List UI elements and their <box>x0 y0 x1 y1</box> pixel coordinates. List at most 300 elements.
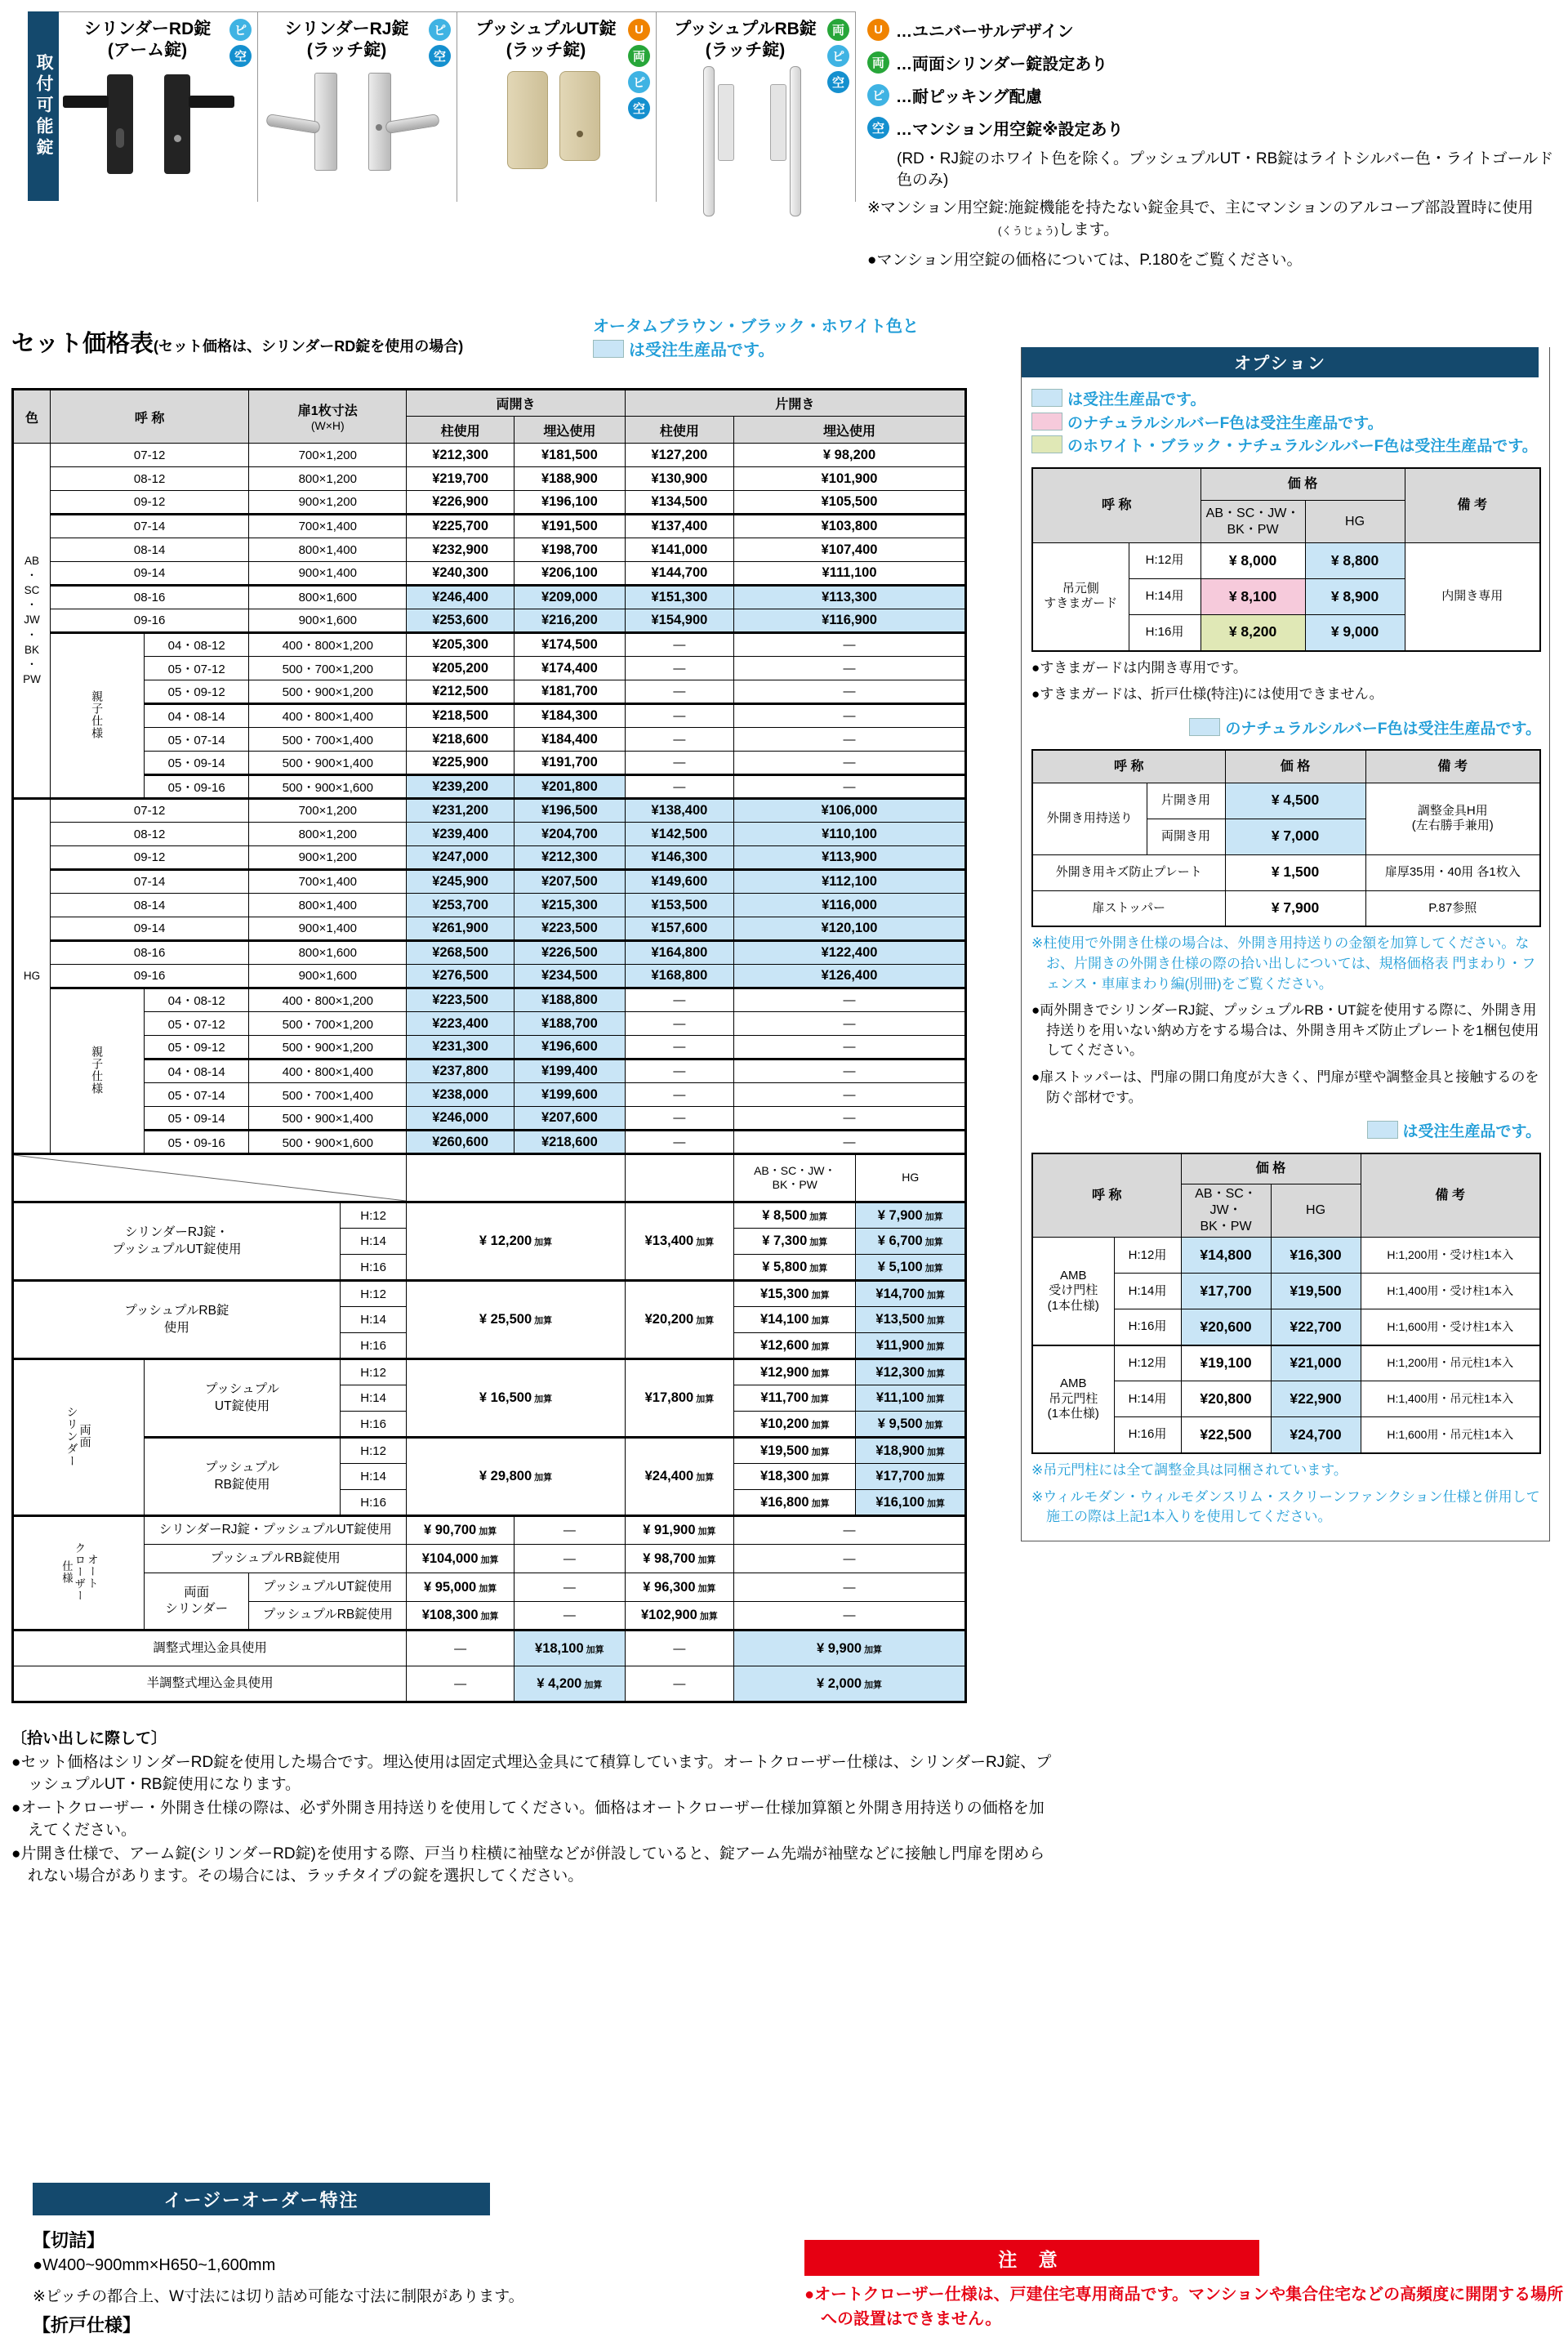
height-cell: H:16 <box>340 1333 406 1359</box>
price-cell: ¥10,200 加算 <box>734 1412 856 1438</box>
col-header-embed: 埋込使用 <box>734 417 966 444</box>
empty-price-cell: — <box>734 1060 966 1083</box>
price-cell: ¥16,800 加算 <box>734 1490 856 1516</box>
ku-badge-icon: 空 <box>229 45 252 67</box>
price-cell: ¥188,800 <box>514 988 625 1012</box>
price-cell: ¥24,700 <box>1271 1417 1361 1453</box>
u-badge-icon: U <box>628 19 650 41</box>
model-cell: 05・07-14 <box>145 1083 249 1107</box>
price-cell: ¥146,300 <box>625 846 733 870</box>
price-cell: ¥ 6,700 加算 <box>856 1229 966 1255</box>
adjust-row <box>13 1631 966 1666</box>
empty-price-cell: — <box>734 728 966 752</box>
price-cell: ¥24,400 加算 <box>625 1438 733 1516</box>
price-row <box>13 538 966 562</box>
lock-badges <box>429 19 451 67</box>
green-swatch-icon <box>1031 435 1062 453</box>
note-line: ※吊元門柱には全て調整金具は同梱されています。 <box>1031 1461 1348 1478</box>
note-line: ※ウィルモダン・ウィルモダンスリム・スクリーンファンクション仕様と併用して施工の際は上記1本入りを使用してください。 <box>1031 1488 1540 1525</box>
page-title-paren: (セット価格は、シリンダーRD錠を使用の場合) <box>154 338 464 355</box>
price-cell: ¥ 16,500 加算 <box>407 1359 625 1438</box>
size-cell: 900×1,400 <box>249 562 407 586</box>
price-cell: ¥157,600 <box>625 917 733 941</box>
price-cell: ¥12,300 加算 <box>856 1359 966 1385</box>
legend-line: のホワイト・ブラック・ナチュラルシルバーF色は受注生産品です。 <box>1031 435 1541 459</box>
price-row <box>13 586 966 609</box>
type-cell: 片開き用 <box>1147 783 1225 819</box>
lock-type-cell: プッシュプルUT錠使用 <box>249 1573 407 1602</box>
price-cell: ¥ 7,900 <box>1225 890 1365 926</box>
empty-price-cell: — <box>625 988 733 1012</box>
price-cell: ¥188,700 <box>514 1012 625 1036</box>
cylinder-rj-lock-image <box>272 66 443 189</box>
price-cell: ¥196,600 <box>514 1036 625 1060</box>
double-cylinder-sublabel: 両面 シリンダー <box>145 1573 249 1631</box>
note-line: ●すきまガードは、折戸仕様(特注)には使用できません。 <box>1031 686 1383 703</box>
price-cell: ¥ 7,000 <box>1225 819 1365 854</box>
price-cell: ¥ 7,300 加算 <box>734 1229 856 1255</box>
empty-price-cell: — <box>625 1036 733 1060</box>
empty-price-cell: — <box>514 1573 625 1602</box>
easy-order-banner: イージーオーダー特注 <box>33 2183 490 2215</box>
lock-badges <box>628 19 650 119</box>
kiritsume-title: 【切詰】 <box>33 2230 105 2251</box>
caution-text: ●オートクローザー仕様は、戸建住宅専用商品です。マンションや集合住宅などの高頻度に開閉する場所への設置はできません。 <box>804 2286 1564 2328</box>
table-header-row <box>13 390 966 417</box>
price-cell: ¥ 25,500 加算 <box>407 1281 625 1359</box>
note-line: ●すきまガードは内開き専用です。 <box>1031 659 1247 676</box>
lock-product-cell <box>657 12 856 202</box>
empty-price-cell: — <box>734 657 966 680</box>
blue-swatch-icon <box>1031 389 1062 407</box>
size-cell: 800×1,200 <box>249 823 407 846</box>
height-cell: H:16 <box>340 1412 406 1438</box>
height-cell: H:16用 <box>1114 1417 1181 1453</box>
col-header-hg: HG <box>1305 501 1405 543</box>
options-legend-1 <box>1031 389 1541 459</box>
note-line: ●片開き仕様で、アーム錠(シリンダーRD錠)を使用する際、戸当り柱横に袖壁などが併設していると、錠アーム先端が袖壁などに接触し門扉を閉められない場合があります。その場合には、ラッチタイプの錠を選択してください。 <box>11 1845 1045 1885</box>
col-header-note: 備 考 <box>1405 468 1540 543</box>
pi-badge-icon: ピ <box>827 45 849 67</box>
caution-banner: 注 意 <box>804 2240 1259 2276</box>
price-row <box>13 491 966 515</box>
price-cell: ¥164,800 <box>625 941 733 965</box>
kiritsume-size-range: ●W400~900mm×H650~1,600mm <box>33 2256 276 2274</box>
price-cell: ¥19,100 <box>1181 1345 1271 1381</box>
height-cell: H:12 <box>340 1438 406 1464</box>
col-header-name: 呼 称 <box>51 390 249 444</box>
empty-price-cell: — <box>734 1131 966 1154</box>
price-cell: ¥ 5,100 加算 <box>856 1255 966 1281</box>
price-cell: ¥149,600 <box>625 870 733 894</box>
pi-badge-icon: ピ <box>867 84 889 106</box>
option-label: 扉ストッパー <box>1032 890 1225 926</box>
price-cell: ¥ 8,500 加算 <box>734 1202 856 1229</box>
price-row <box>13 657 966 680</box>
model-cell: 08-12 <box>51 823 249 846</box>
price-cell: ¥246,000 <box>407 1107 514 1131</box>
price-cell: ¥199,400 <box>514 1060 625 1083</box>
price-cell: ¥253,600 <box>407 609 514 633</box>
pushpull-ut-lock-image <box>471 66 643 189</box>
addon-row <box>13 1202 966 1229</box>
price-cell: ¥14,100 加算 <box>734 1307 856 1333</box>
pushpull-rb-lock-image <box>670 66 842 215</box>
badge-legend-item <box>867 116 1560 140</box>
price-cell: ¥19,500 <box>1271 1274 1361 1309</box>
model-cell: 05・09-12 <box>145 1036 249 1060</box>
price-cell: ¥253,700 <box>407 894 514 917</box>
kiritsume-note: ※ピッチの都合上、W寸法には切り詰め可能な寸法に制限があります。 <box>33 2288 524 2305</box>
height-cell: H:12 <box>340 1202 406 1229</box>
price-cell: ¥20,600 <box>1181 1309 1271 1345</box>
size-cell: 500・700×1,200 <box>249 657 407 680</box>
price-cell: ¥188,900 <box>514 467 625 491</box>
size-cell: 800×1,600 <box>249 586 407 609</box>
price-cell: ¥ 8,800 <box>1305 543 1405 579</box>
price-row <box>13 680 966 704</box>
badge-legend-paren: (RD・RJ錠のホワイト色を除く。プッシュプルUT・RB錠はライトシルバー色・ライトゴールド色のみ) <box>897 150 1554 189</box>
price-cell: ¥12,600 加算 <box>734 1333 856 1359</box>
price-cell: ¥231,300 <box>407 1036 514 1060</box>
price-cell: ¥212,300 <box>407 444 514 467</box>
price-row <box>13 515 966 538</box>
empty-price-cell: — <box>514 1602 625 1631</box>
price-cell: ¥102,900 加算 <box>625 1602 733 1631</box>
adjust-label: 調整式埋込金具使用 <box>13 1631 407 1666</box>
pickup-notes-items <box>11 1752 1057 1888</box>
set-price-table-container <box>11 388 967 1703</box>
note-cell: H:1,200用・吊元柱1本入 <box>1361 1345 1540 1381</box>
price-cell: ¥209,000 <box>514 586 625 609</box>
price-row <box>13 444 966 467</box>
empty-price-cell: — <box>734 1516 966 1545</box>
empty-price-cell: — <box>625 704 733 728</box>
model-cell: 04・08-14 <box>145 704 249 728</box>
height-cell: H:14 <box>340 1307 406 1333</box>
price-cell: ¥108,300 加算 <box>407 1602 514 1631</box>
pickup-notes <box>11 1729 1057 1888</box>
col-header-double: 両開き <box>407 390 625 417</box>
price-cell: ¥215,300 <box>514 894 625 917</box>
price-cell: ¥240,300 <box>407 562 514 586</box>
price-cell: ¥113,900 <box>734 846 966 870</box>
price-cell: ¥154,900 <box>625 609 733 633</box>
price-cell: ¥144,700 <box>625 562 733 586</box>
model-cell: 09-14 <box>51 917 249 941</box>
model-cell: 05・07-14 <box>145 728 249 752</box>
price-cell: ¥191,700 <box>514 752 625 775</box>
made-to-order-note-line1: オータムブラウン・ブラック・ホワイト色と <box>593 318 919 336</box>
ku-badge-icon: 空 <box>827 71 849 93</box>
price-cell: ¥11,100 加算 <box>856 1385 966 1412</box>
price-row <box>13 941 966 965</box>
empty-price-cell: — <box>734 1012 966 1036</box>
empty-price-cell: — <box>514 1516 625 1545</box>
price-cell: ¥141,000 <box>625 538 733 562</box>
note-line: ●扉ストッパーは、門扉の開口角度が大きく、門扉が壁や調整金具と接触するのを防ぐ部材です。 <box>1031 1069 1539 1105</box>
price-cell: ¥218,500 <box>407 704 514 728</box>
price-cell: ¥20,800 <box>1181 1381 1271 1417</box>
price-cell: ¥116,900 <box>734 609 966 633</box>
price-cell: ¥216,200 <box>514 609 625 633</box>
price-cell: ¥196,500 <box>514 799 625 823</box>
badge-legend-item <box>867 83 1560 107</box>
price-row <box>13 846 966 870</box>
double-cylinder-label: 両面 シリンダー <box>13 1359 145 1516</box>
adjust-label: 半調整式埋込金具使用 <box>13 1666 407 1702</box>
model-cell: 09-16 <box>51 609 249 633</box>
size-cell: 500・700×1,400 <box>249 728 407 752</box>
price-cell: ¥120,100 <box>734 917 966 941</box>
price-cell: ¥201,800 <box>514 775 625 799</box>
outward-parts-notes <box>1031 934 1541 1108</box>
price-cell: ¥226,500 <box>514 941 625 965</box>
blank-cell <box>407 1154 625 1202</box>
price-cell: ¥127,200 <box>625 444 733 467</box>
price-cell: ¥205,300 <box>407 633 514 657</box>
col-header-price: 価 格 <box>1200 468 1405 501</box>
price-cell: ¥105,500 <box>734 491 966 515</box>
price-cell: ¥14,800 <box>1181 1238 1271 1274</box>
ku-badge-icon: 空 <box>628 97 650 119</box>
price-cell: ¥219,700 <box>407 467 514 491</box>
height-cell: H:14 <box>340 1385 406 1412</box>
mountable-locks-banner <box>28 11 59 201</box>
note-cell: H:1,400用・吊元柱1本入 <box>1361 1381 1540 1417</box>
amb-post-price-table <box>1031 1153 1541 1454</box>
lock-type-cell: プッシュプルRB錠使用 <box>249 1602 407 1631</box>
col-header-name: 呼 称 <box>1032 750 1225 783</box>
outward-parts-price-table <box>1031 749 1541 927</box>
price-cell: ¥17,800 加算 <box>625 1359 733 1438</box>
empty-price-cell: — <box>625 657 733 680</box>
price-cell: ¥218,600 <box>514 1131 625 1154</box>
price-cell: ¥ 29,800 加算 <box>407 1438 625 1516</box>
empty-price-cell: — <box>734 1107 966 1131</box>
price-cell: ¥ 8,900 <box>1305 579 1405 615</box>
height-cell: H:16 <box>340 1255 406 1281</box>
price-cell: ¥212,500 <box>407 680 514 704</box>
blue-swatch-icon <box>593 340 624 358</box>
colorset-hg-header: HG <box>856 1154 966 1202</box>
price-cell: ¥238,000 <box>407 1083 514 1107</box>
price-cell: ¥232,900 <box>407 538 514 562</box>
empty-price-cell: — <box>407 1631 514 1666</box>
vacant-lock-note-line2: (くうじょう)します。 <box>998 221 1120 239</box>
lock-type-cell: プッシュプルRB錠使用 <box>145 1545 407 1573</box>
empty-price-cell: — <box>734 988 966 1012</box>
size-cell: 900×1,600 <box>249 965 407 988</box>
price-cell: ¥ 1,500 <box>1225 854 1365 890</box>
price-cell: ¥239,200 <box>407 775 514 799</box>
badge-legend-text: …ユニバーサルデザイン <box>896 23 1074 41</box>
col-header-note: 備 考 <box>1365 750 1540 783</box>
price-cell: ¥205,200 <box>407 657 514 680</box>
made-to-order-note <box>593 315 919 363</box>
price-cell: ¥101,900 <box>734 467 966 491</box>
price-row <box>13 704 966 728</box>
price-row <box>13 799 966 823</box>
size-cell: 500・900×1,400 <box>249 1107 407 1131</box>
price-cell: ¥207,500 <box>514 870 625 894</box>
pink-swatch-icon <box>1031 413 1062 430</box>
col-header-price: 価 格 <box>1181 1153 1361 1184</box>
model-cell: 04・08-12 <box>145 633 249 657</box>
price-cell: ¥17,700 加算 <box>856 1464 966 1490</box>
model-cell: 08-14 <box>51 894 249 917</box>
lock-badges <box>229 19 252 67</box>
option-row <box>1032 1238 1540 1274</box>
model-cell: 05・07-12 <box>145 657 249 680</box>
size-cell: 400・800×1,400 <box>249 1060 407 1083</box>
size-cell: 900×1,200 <box>249 491 407 515</box>
price-cell: ¥ 5,800 加算 <box>734 1255 856 1281</box>
mountable-locks-banner-label: 取付可能錠 <box>34 53 53 159</box>
badge-legend-item <box>867 18 1560 42</box>
ku-badge-icon: 空 <box>867 117 889 139</box>
price-cell: ¥198,700 <box>514 538 625 562</box>
price-row <box>13 965 966 988</box>
size-cell: 400・800×1,200 <box>249 633 407 657</box>
option-label: 外開き用持送り <box>1032 783 1147 854</box>
model-cell: 05・09-16 <box>145 775 249 799</box>
size-cell: 500・900×1,600 <box>249 1131 407 1154</box>
empty-price-cell: — <box>514 1545 625 1573</box>
col-header-note: 備 考 <box>1361 1153 1540 1238</box>
note-line: ※柱使用で外開き仕様の場合は、外開き用持送りの金額を加算してください。なお、片開きの外開き仕様の際の拾い出しについては、規格価格表 門まわり・フェンス・車庫まわり編(別冊)をご覧ください。 <box>1031 935 1536 992</box>
price-cell: ¥151,300 <box>625 586 733 609</box>
price-cell: ¥199,600 <box>514 1083 625 1107</box>
price-cell: ¥18,300 加算 <box>734 1464 856 1490</box>
lock-product-photo <box>657 66 855 202</box>
lock-badge-legend <box>867 18 1560 270</box>
pi-badge-icon: ピ <box>229 19 252 41</box>
price-row <box>13 1036 966 1060</box>
price-cell: ¥11,700 加算 <box>734 1385 856 1412</box>
col-header-price: 価 格 <box>1225 750 1365 783</box>
price-cell: ¥ 9,000 <box>1305 615 1405 651</box>
color-group-label: AB ・ SC ・ JW ・ BK ・ PW <box>13 444 51 799</box>
ryo-badge-icon: 両 <box>628 45 650 67</box>
height-cell: H:12用 <box>1114 1345 1181 1381</box>
lock-product-name: シリンダーRD錠 (アーム錠) <box>83 20 212 60</box>
autocloser-label: オート クローザー 仕様 <box>13 1516 145 1631</box>
price-cell: ¥ 7,900 加算 <box>856 1202 966 1229</box>
price-cell: ¥234,500 <box>514 965 625 988</box>
price-cell: ¥137,400 <box>625 515 733 538</box>
option-row <box>1032 543 1540 579</box>
option-row <box>1032 890 1540 926</box>
page-title: セット価格表 <box>11 331 154 357</box>
price-row <box>13 917 966 941</box>
option-label: 吊元側 すきまガード <box>1032 543 1129 651</box>
price-row <box>13 467 966 491</box>
model-cell: 09-12 <box>51 846 249 870</box>
note-cell: H:1,400用・受け柱1本入 <box>1361 1274 1540 1309</box>
lock-product-name: プッシュプルUT錠 (ラッチ錠) <box>475 20 617 60</box>
price-row <box>13 633 966 657</box>
price-cell: ¥268,500 <box>407 941 514 965</box>
price-cell: ¥276,500 <box>407 965 514 988</box>
lock-product-photo <box>457 66 656 202</box>
empty-price-cell: — <box>625 1131 733 1154</box>
amb-post-notes <box>1031 1461 1541 1528</box>
ryo-badge-icon: 両 <box>827 19 849 41</box>
price-cell: ¥204,700 <box>514 823 625 846</box>
options-panel-title: オプション <box>1022 347 1539 377</box>
model-cell: 08-14 <box>51 538 249 562</box>
empty-price-cell: — <box>625 1666 733 1702</box>
size-cell: 700×1,200 <box>249 444 407 467</box>
price-cell: ¥226,900 <box>407 491 514 515</box>
note-cell: H:1,200用・受け柱1本入 <box>1361 1238 1540 1274</box>
addon-row <box>13 1438 966 1464</box>
price-cell: ¥ 4,200 加算 <box>514 1666 625 1702</box>
price-cell: ¥138,400 <box>625 799 733 823</box>
price-cell: ¥ 9,500 加算 <box>856 1412 966 1438</box>
col-header-single: 片開き <box>625 390 965 417</box>
price-cell: ¥212,300 <box>514 846 625 870</box>
price-cell: ¥11,900 加算 <box>856 1333 966 1359</box>
price-row <box>13 775 966 799</box>
height-cell: H:12 <box>340 1281 406 1307</box>
legend-line: のナチュラルシルバーF色は受注生産品です。 <box>1031 413 1541 436</box>
price-cell: ¥174,500 <box>514 633 625 657</box>
model-cell: 08-16 <box>51 941 249 965</box>
price-cell: ¥14,700 加算 <box>856 1281 966 1307</box>
price-cell: ¥22,700 <box>1271 1309 1361 1345</box>
col-header-name: 呼 称 <box>1032 468 1200 543</box>
price-cell: ¥ 9,900 加算 <box>734 1631 966 1666</box>
empty-price-cell: — <box>734 680 966 704</box>
col-header-hg: HG <box>1271 1184 1361 1238</box>
height-cell: H:12用 <box>1129 543 1200 579</box>
diagonal-cell <box>13 1154 407 1202</box>
col-header-pillar: 柱使用 <box>407 417 514 444</box>
price-cell: ¥239,400 <box>407 823 514 846</box>
lock-product-photo <box>258 66 457 202</box>
model-cell: 08-16 <box>51 586 249 609</box>
size-cell: 500・900×1,200 <box>249 1036 407 1060</box>
price-cell: ¥ 91,900 加算 <box>625 1516 733 1545</box>
blue-swatch-icon <box>1189 718 1220 736</box>
price-cell: ¥22,500 <box>1181 1417 1271 1453</box>
price-row <box>13 1131 966 1154</box>
col-header-ab: AB・SC・JW・ BK・PW <box>1181 1184 1271 1238</box>
legend-line: は受注生産品です。 <box>1031 389 1541 413</box>
price-cell: ¥112,100 <box>734 870 966 894</box>
model-cell: 05・09-12 <box>145 680 249 704</box>
addon-row <box>13 1281 966 1307</box>
model-cell: 07-12 <box>51 799 249 823</box>
price-cell: ¥20,200 加算 <box>625 1281 733 1359</box>
price-cell: ¥237,800 <box>407 1060 514 1083</box>
price-cell: ¥ 12,200 加算 <box>407 1202 625 1281</box>
lock-type-cell: シリンダーRJ錠・プッシュプルUT錠使用 <box>145 1516 407 1545</box>
price-cell: ¥12,900 加算 <box>734 1359 856 1385</box>
price-cell: ¥ 4,500 <box>1225 783 1365 819</box>
color-group-label: HG <box>13 799 51 1154</box>
table-row <box>1032 1153 1540 1184</box>
price-row <box>13 1012 966 1036</box>
price-cell: ¥191,500 <box>514 515 625 538</box>
size-cell: 800×1,600 <box>249 941 407 965</box>
set-price-table <box>11 388 967 1703</box>
price-row <box>13 752 966 775</box>
price-cell: ¥245,900 <box>407 870 514 894</box>
oyako-label: 親子仕様 <box>51 633 145 799</box>
